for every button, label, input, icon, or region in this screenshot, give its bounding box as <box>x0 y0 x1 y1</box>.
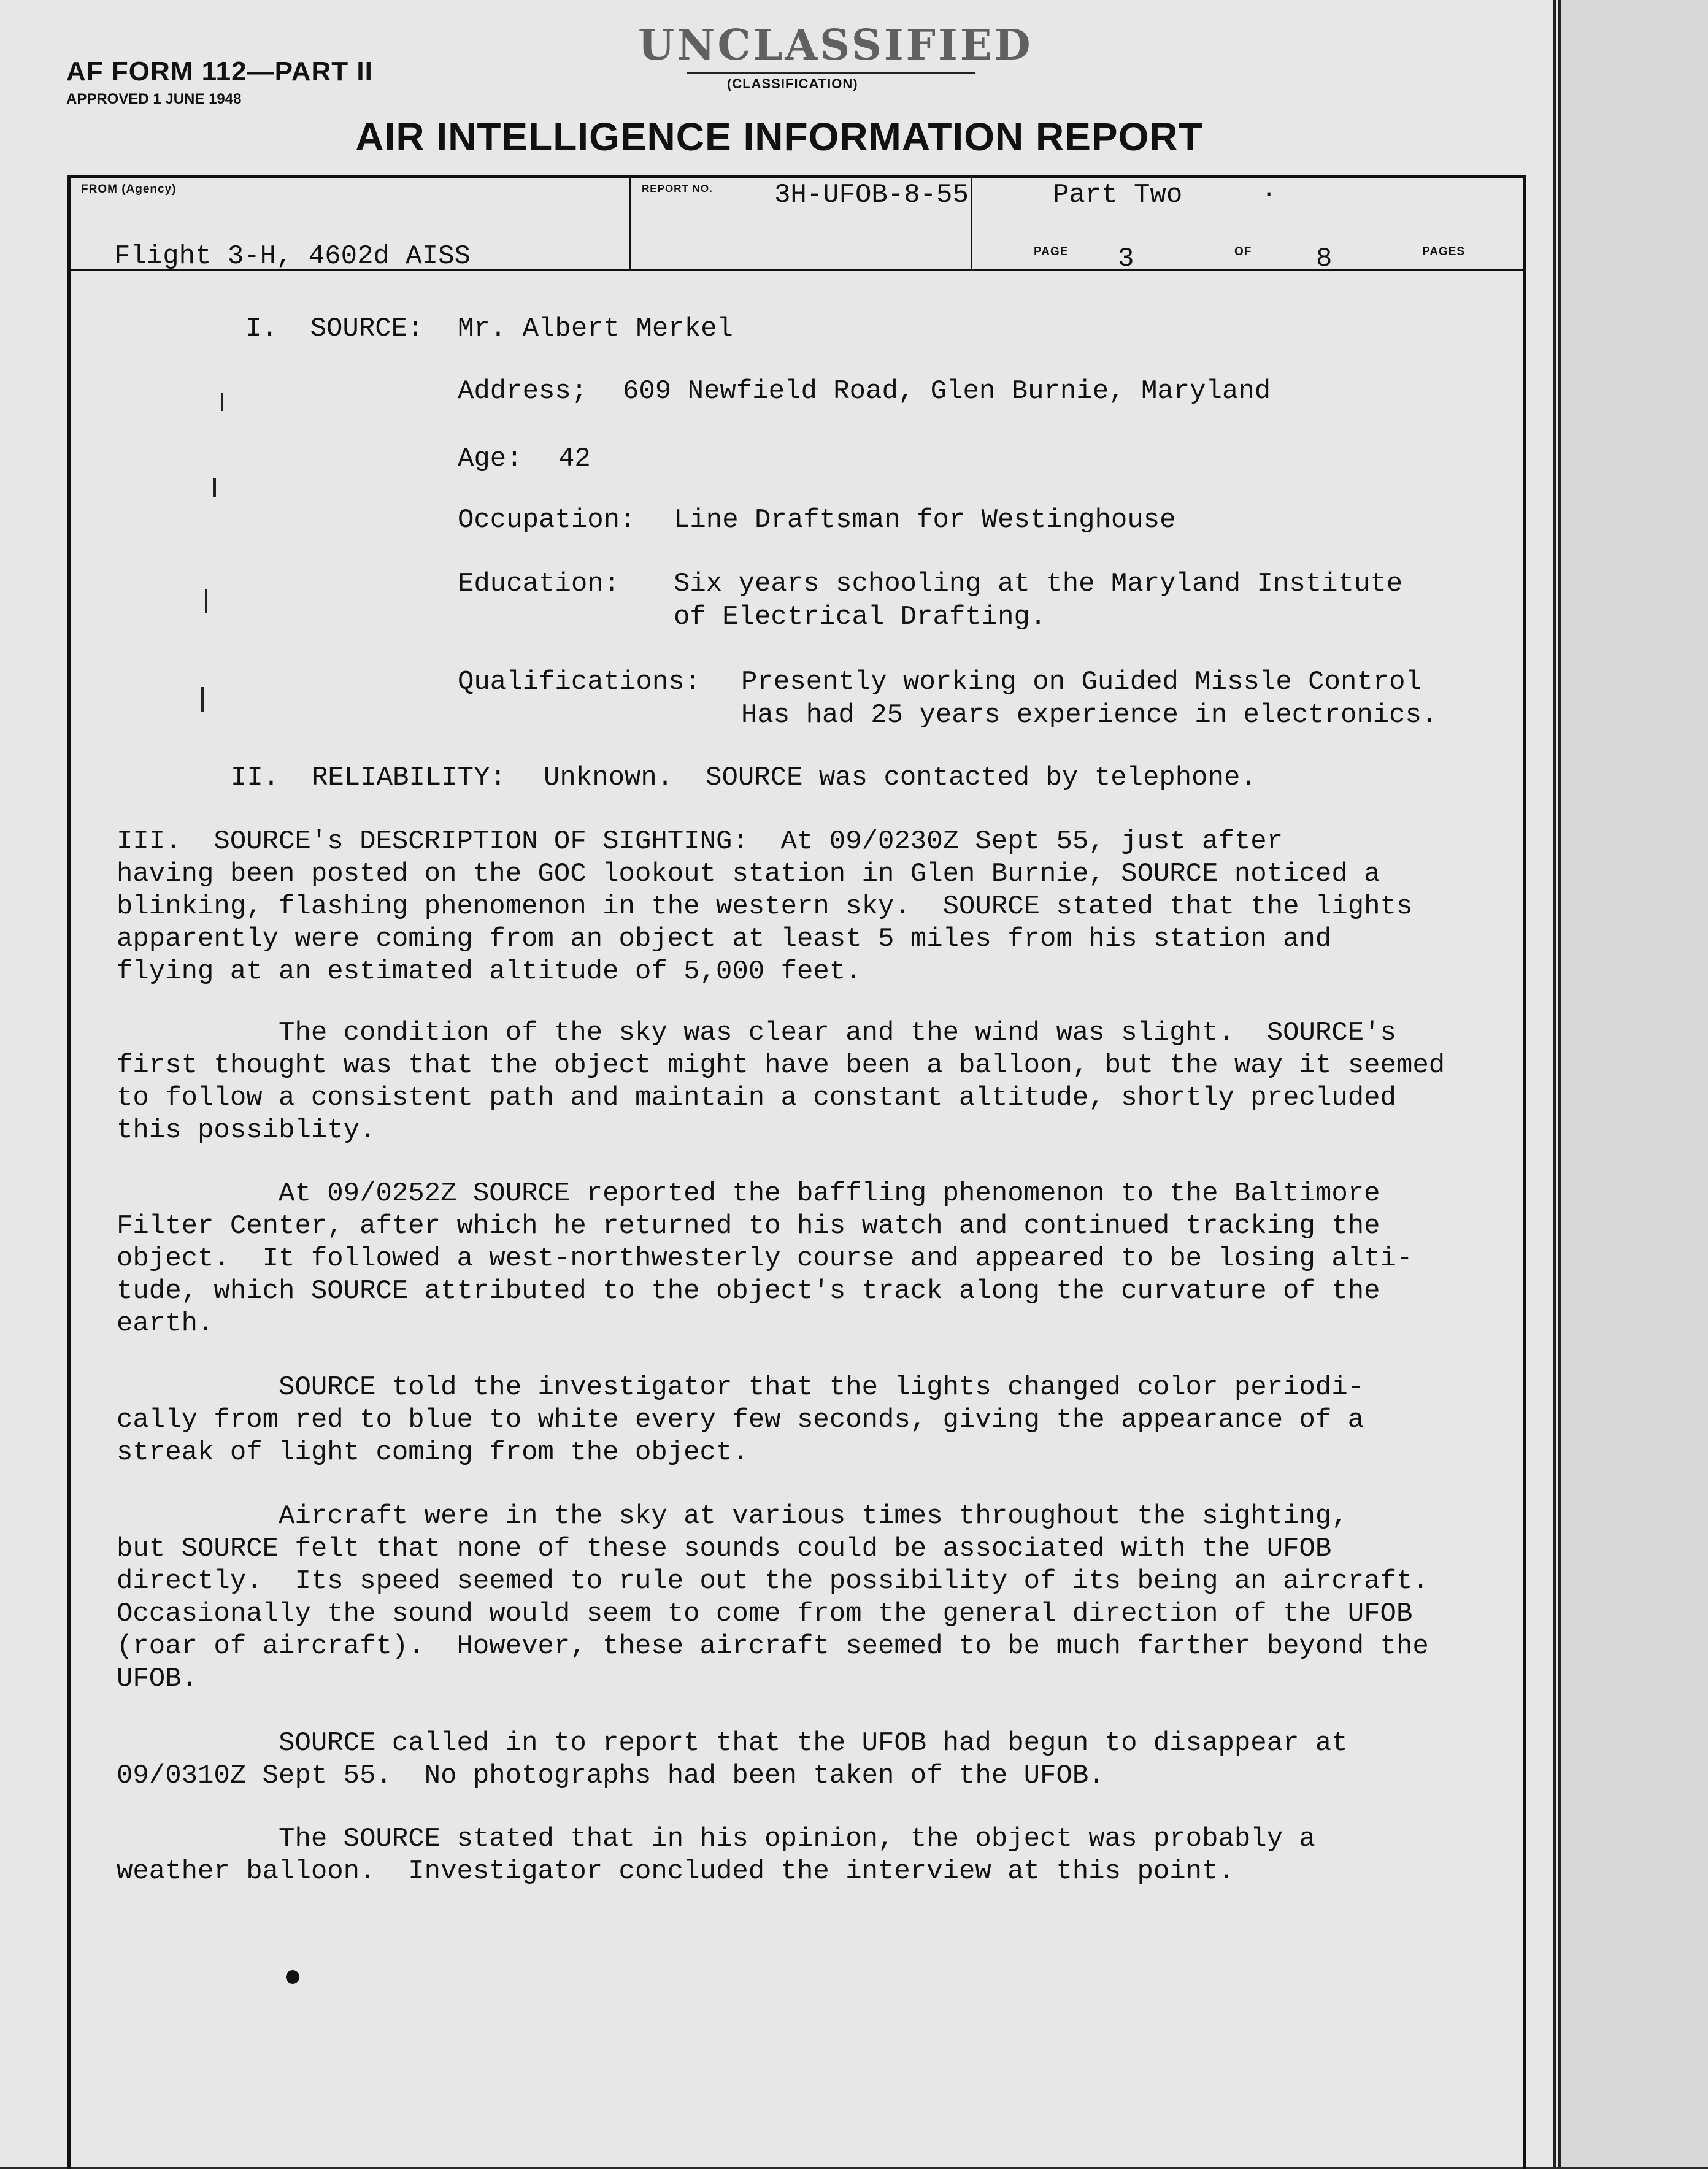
paragraph-4-line-1: Aircraft were in the sky at various times throughout the sighting, <box>117 1501 1348 1532</box>
paragraph-5-line-1: SOURCE called in to report that the UFOB had begun to disappear at <box>117 1728 1348 1759</box>
header-dot: · <box>1261 180 1277 210</box>
sighting-line-4: apparently were coming from an object at least 5 miles from his station and <box>117 924 1332 954</box>
qualifications-line-2: Has had 25 years experience in electronics. <box>741 700 1438 731</box>
margin-mark <box>214 478 216 497</box>
source-heading: I. SOURCE: <box>245 313 424 344</box>
paragraph-1-line-1: The condition of the sky was clear and the wind was slight. SOURCE's <box>117 1018 1396 1048</box>
paragraph-4-line-5: (roar of aircraft). However, these aircraft seemed to be much farther beyond the <box>117 1631 1429 1662</box>
qualifications-label: Qualifications: <box>458 667 701 697</box>
classification-line <box>687 72 975 74</box>
paragraph-6-line-2: weather balloon. Investigator concluded the interview at this point. <box>117 1856 1234 1887</box>
header-divider-report <box>971 177 972 270</box>
source-name: Mr. Albert Merkel <box>458 313 733 344</box>
paragraph-4-line-4: Occasionally the sound would seem to come from the general direction of the UFOB <box>117 1599 1413 1629</box>
education-line-1: Six years schooling at the Maryland Institute <box>674 569 1403 599</box>
age-value: 42 <box>558 443 591 474</box>
margin-mark <box>205 589 207 613</box>
margin-mark <box>201 687 204 712</box>
paragraph-2-line-3: object. It followed a west-northwesterly course and appeared to be losing alti- <box>117 1243 1413 1274</box>
classification-label: (CLASSIFICATION) <box>727 76 858 91</box>
sighting-line-2: having been posted on the GOC lookout station in Glen Burnie, SOURCE noticed a <box>117 859 1380 889</box>
paragraph-2-line-2: Filter Center, after which he returned to his watch and continued tracking the <box>117 1211 1380 1242</box>
paragraph-5-line-2: 09/0310Z Sept 55. No photographs had been taken of the UFOB. <box>117 1760 1105 1791</box>
pages-label: PAGES <box>1422 245 1466 258</box>
sighting-line-1: III. SOURCE's DESCRIPTION OF SIGHTING: At 09/0230Z Sept 55, just after <box>117 826 1283 857</box>
report-title: AIR INTELLIGENCE INFORMATION REPORT <box>355 115 1203 159</box>
from-value: Flight 3-H, 4602d AISS <box>114 241 471 272</box>
report-no-label: REPORT NO. <box>642 183 713 194</box>
address-value: 609 Newfield Road, Glen Burnie, Maryland <box>623 376 1271 407</box>
education-line-2: of Electrical Drafting. <box>674 602 1047 632</box>
paragraph-2-line-5: earth. <box>117 1308 214 1339</box>
sighting-line-5: flying at an estimated altitude of 5,000 feet. <box>117 956 862 987</box>
reliability-heading: II. RELIABILITY: <box>231 762 506 793</box>
header-divider-from <box>629 177 631 270</box>
paragraph-1-line-3: to follow a consistent path and maintain a constant altitude, shortly precluded <box>117 1083 1396 1113</box>
paragraph-3-line-2: cally from red to blue to white every few seconds, giving the appearance of a <box>117 1405 1364 1435</box>
reliability-text: Unknown. SOURCE was contacted by telephone. <box>544 762 1256 793</box>
paragraph-1-line-2: first thought was that the object might have been a balloon, but the way it seemed <box>117 1050 1445 1081</box>
paragraph-1-line-4: this possiblity. <box>117 1115 376 1146</box>
adjacent-page-edge <box>1558 0 1708 2167</box>
education-label: Education: <box>458 569 620 599</box>
form-id: AF FORM 112—PART II <box>66 56 373 86</box>
occupation-label: Occupation: <box>458 505 636 536</box>
address-label: Address; <box>458 376 588 407</box>
paragraph-4-line-2: but SOURCE felt that none of these sounds could be associated with the UFOB <box>117 1534 1332 1564</box>
scan-speck <box>286 1970 299 1984</box>
paragraph-6-line-1: The SOURCE stated that in his opinion, the object was probably a <box>117 1824 1315 1854</box>
classification-stamp: UNCLASSIFIED <box>638 21 1033 70</box>
from-label: FROM (Agency) <box>81 183 177 196</box>
occupation-value: Line Draftsman for Westinghouse <box>674 505 1176 536</box>
paragraph-2-line-4: tude, which SOURCE attributed to the object's track along the curvature of the <box>117 1276 1380 1307</box>
sighting-line-3: blinking, flashing phenomenon in the western sky. SOURCE stated that the lights <box>117 891 1413 922</box>
page-edge <box>1553 0 1556 2167</box>
paragraph-4-line-6: UFOB. <box>117 1664 198 1694</box>
paragraph-4-line-3: directly. Its speed seemed to rule out the possibility of its being an aircraft. <box>117 1566 1429 1597</box>
of-value: 8 <box>1316 244 1333 274</box>
paragraph-3-line-3: streak of light coming from the object. <box>117 1437 748 1468</box>
report-no-value: 3H-UFOB-8-55 <box>774 180 969 210</box>
paragraph-2-line-1: At 09/0252Z SOURCE reported the baffling phenomenon to the Baltimore <box>117 1178 1380 1209</box>
page-label: PAGE <box>1034 245 1069 258</box>
part-value: Part Two <box>1053 180 1183 210</box>
of-label: OF <box>1234 245 1252 258</box>
age-label: Age: <box>458 443 523 474</box>
qualifications-line-1: Presently working on Guided Missle Control <box>741 667 1421 697</box>
form-approved-date: APPROVED 1 JUNE 1948 <box>66 91 242 107</box>
margin-mark <box>221 393 223 411</box>
page-value: 3 <box>1118 244 1134 274</box>
paragraph-3-line-1: SOURCE told the investigator that the lights changed color periodi- <box>117 1372 1364 1403</box>
